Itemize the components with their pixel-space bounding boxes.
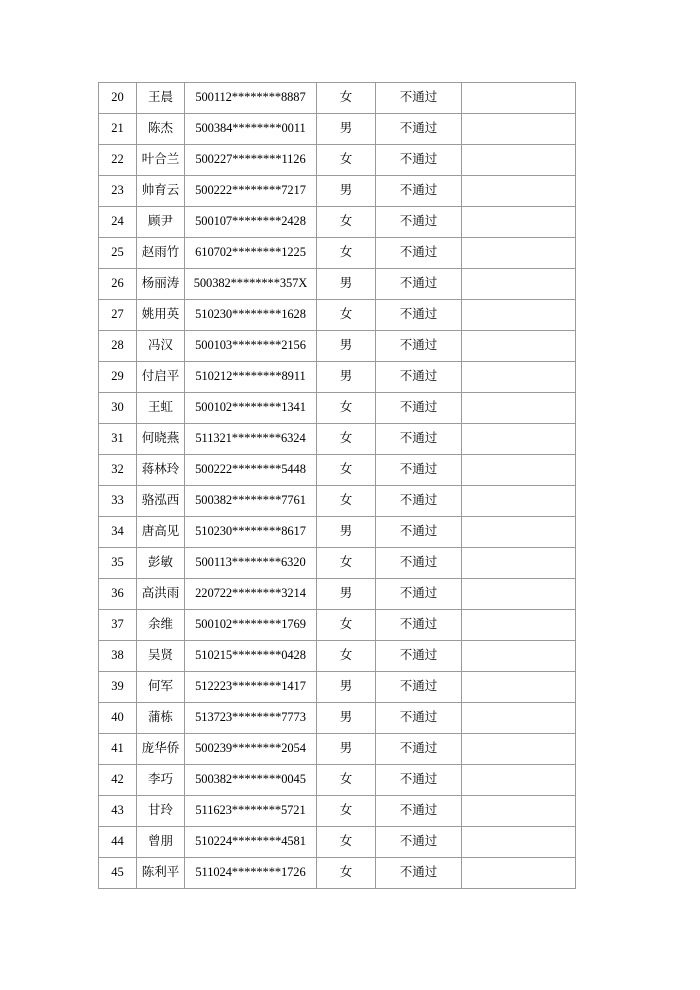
- cell-review-result: 不通过: [376, 765, 462, 796]
- cell-id-card-number: 510230********1628: [185, 300, 317, 331]
- roster-table-container: [98, 82, 575, 889]
- cell-remarks: [462, 486, 576, 517]
- cell-review-result: 不通过: [376, 703, 462, 734]
- cell-id-card-number: 500102********1341: [185, 393, 317, 424]
- cell-gender: 女: [317, 83, 376, 114]
- cell-review-result: 不通过: [376, 114, 462, 145]
- cell-serial-number: 23: [99, 176, 137, 207]
- cell-serial-number: 45: [99, 858, 137, 889]
- cell-id-card-number: 510215********0428: [185, 641, 317, 672]
- table-row: [99, 238, 576, 269]
- cell-serial-number: 29: [99, 362, 137, 393]
- cell-serial-number: 24: [99, 207, 137, 238]
- cell-applicant-name: 赵雨竹: [137, 238, 185, 269]
- table-row: [99, 455, 576, 486]
- cell-id-card-number: 500103********2156: [185, 331, 317, 362]
- cell-id-card-number: 513723********7773: [185, 703, 317, 734]
- cell-review-result: 不通过: [376, 300, 462, 331]
- cell-remarks: [462, 765, 576, 796]
- cell-remarks: [462, 610, 576, 641]
- cell-applicant-name: 帅育云: [137, 176, 185, 207]
- cell-remarks: [462, 579, 576, 610]
- table-row: [99, 424, 576, 455]
- cell-gender: 女: [317, 207, 376, 238]
- cell-id-card-number: 500107********2428: [185, 207, 317, 238]
- cell-id-card-number: 500382********7761: [185, 486, 317, 517]
- cell-id-card-number: 500382********0045: [185, 765, 317, 796]
- cell-review-result: 不通过: [376, 145, 462, 176]
- cell-review-result: 不通过: [376, 424, 462, 455]
- cell-serial-number: 42: [99, 765, 137, 796]
- cell-serial-number: 28: [99, 331, 137, 362]
- table-row: [99, 579, 576, 610]
- table-row: [99, 486, 576, 517]
- cell-gender: 女: [317, 548, 376, 579]
- cell-gender: 男: [317, 269, 376, 300]
- cell-remarks: [462, 331, 576, 362]
- cell-remarks: [462, 207, 576, 238]
- cell-review-result: 不通过: [376, 207, 462, 238]
- cell-id-card-number: 500113********6320: [185, 548, 317, 579]
- cell-review-result: 不通过: [376, 83, 462, 114]
- cell-remarks: [462, 145, 576, 176]
- cell-gender: 男: [317, 114, 376, 145]
- table-row: [99, 176, 576, 207]
- table-row: [99, 672, 576, 703]
- cell-applicant-name: 叶合兰: [137, 145, 185, 176]
- cell-serial-number: 43: [99, 796, 137, 827]
- cell-gender: 男: [317, 362, 376, 393]
- cell-gender: 男: [317, 176, 376, 207]
- cell-review-result: 不通过: [376, 393, 462, 424]
- cell-id-card-number: 500222********7217: [185, 176, 317, 207]
- cell-remarks: [462, 734, 576, 765]
- cell-id-card-number: 500384********0011: [185, 114, 317, 145]
- cell-remarks: [462, 672, 576, 703]
- table-row: [99, 548, 576, 579]
- cell-serial-number: 31: [99, 424, 137, 455]
- cell-gender: 男: [317, 734, 376, 765]
- cell-gender: 男: [317, 672, 376, 703]
- cell-review-result: 不通过: [376, 858, 462, 889]
- cell-review-result: 不通过: [376, 238, 462, 269]
- cell-id-card-number: 510230********8617: [185, 517, 317, 548]
- cell-applicant-name: 庞华侨: [137, 734, 185, 765]
- cell-id-card-number: 220722********3214: [185, 579, 317, 610]
- cell-remarks: [462, 269, 576, 300]
- cell-id-card-number: 510212********8911: [185, 362, 317, 393]
- cell-remarks: [462, 362, 576, 393]
- cell-review-result: 不通过: [376, 672, 462, 703]
- cell-remarks: [462, 238, 576, 269]
- cell-id-card-number: 500227********1126: [185, 145, 317, 176]
- cell-serial-number: 21: [99, 114, 137, 145]
- table-row: [99, 703, 576, 734]
- cell-applicant-name: 蒋林玲: [137, 455, 185, 486]
- cell-remarks: [462, 703, 576, 734]
- cell-remarks: [462, 517, 576, 548]
- cell-review-result: 不通过: [376, 610, 462, 641]
- table-row: [99, 269, 576, 300]
- table-row: [99, 517, 576, 548]
- cell-id-card-number: 500382********357X: [185, 269, 317, 300]
- cell-remarks: [462, 455, 576, 486]
- cell-remarks: [462, 424, 576, 455]
- table-row: [99, 827, 576, 858]
- cell-id-card-number: 500102********1769: [185, 610, 317, 641]
- cell-remarks: [462, 176, 576, 207]
- cell-id-card-number: 500112********8887: [185, 83, 317, 114]
- cell-applicant-name: 付启平: [137, 362, 185, 393]
- cell-review-result: 不通过: [376, 827, 462, 858]
- cell-id-card-number: 511024********1726: [185, 858, 317, 889]
- cell-applicant-name: 吴贤: [137, 641, 185, 672]
- cell-gender: 女: [317, 424, 376, 455]
- cell-remarks: [462, 641, 576, 672]
- cell-id-card-number: 500239********2054: [185, 734, 317, 765]
- cell-gender: 男: [317, 517, 376, 548]
- cell-remarks: [462, 858, 576, 889]
- cell-serial-number: 25: [99, 238, 137, 269]
- table-row: [99, 300, 576, 331]
- cell-id-card-number: 511321********6324: [185, 424, 317, 455]
- cell-id-card-number: 500222********5448: [185, 455, 317, 486]
- cell-serial-number: 27: [99, 300, 137, 331]
- cell-serial-number: 44: [99, 827, 137, 858]
- cell-applicant-name: 何晓燕: [137, 424, 185, 455]
- cell-remarks: [462, 548, 576, 579]
- cell-gender: 女: [317, 393, 376, 424]
- roster-table: [98, 82, 576, 889]
- cell-applicant-name: 李巧: [137, 765, 185, 796]
- cell-applicant-name: 姚用英: [137, 300, 185, 331]
- cell-gender: 女: [317, 765, 376, 796]
- cell-id-card-number: 512223********1417: [185, 672, 317, 703]
- cell-gender: 男: [317, 703, 376, 734]
- cell-review-result: 不通过: [376, 455, 462, 486]
- cell-serial-number: 35: [99, 548, 137, 579]
- table-row: [99, 393, 576, 424]
- table-row: [99, 765, 576, 796]
- cell-remarks: [462, 827, 576, 858]
- cell-applicant-name: 唐高见: [137, 517, 185, 548]
- cell-review-result: 不通过: [376, 269, 462, 300]
- cell-applicant-name: 何军: [137, 672, 185, 703]
- table-row: [99, 796, 576, 827]
- cell-gender: 女: [317, 641, 376, 672]
- table-row: [99, 734, 576, 765]
- cell-review-result: 不通过: [376, 517, 462, 548]
- table-row: [99, 83, 576, 114]
- cell-serial-number: 34: [99, 517, 137, 548]
- cell-serial-number: 39: [99, 672, 137, 703]
- cell-gender: 女: [317, 300, 376, 331]
- cell-review-result: 不通过: [376, 579, 462, 610]
- cell-review-result: 不通过: [376, 331, 462, 362]
- cell-gender: 女: [317, 486, 376, 517]
- cell-serial-number: 36: [99, 579, 137, 610]
- cell-id-card-number: 511623********5721: [185, 796, 317, 827]
- cell-applicant-name: 蒲栋: [137, 703, 185, 734]
- cell-review-result: 不通过: [376, 176, 462, 207]
- cell-serial-number: 20: [99, 83, 137, 114]
- cell-applicant-name: 余维: [137, 610, 185, 641]
- cell-applicant-name: 骆泓西: [137, 486, 185, 517]
- cell-applicant-name: 彭敏: [137, 548, 185, 579]
- cell-gender: 女: [317, 238, 376, 269]
- cell-review-result: 不通过: [376, 362, 462, 393]
- cell-serial-number: 30: [99, 393, 137, 424]
- cell-remarks: [462, 796, 576, 827]
- table-row: [99, 331, 576, 362]
- cell-remarks: [462, 393, 576, 424]
- cell-review-result: 不通过: [376, 641, 462, 672]
- table-row: [99, 362, 576, 393]
- cell-remarks: [462, 114, 576, 145]
- cell-gender: 男: [317, 331, 376, 362]
- table-row: [99, 641, 576, 672]
- cell-applicant-name: 冯汉: [137, 331, 185, 362]
- cell-gender: 女: [317, 858, 376, 889]
- cell-gender: 男: [317, 579, 376, 610]
- cell-serial-number: 40: [99, 703, 137, 734]
- cell-review-result: 不通过: [376, 486, 462, 517]
- cell-serial-number: 38: [99, 641, 137, 672]
- cell-serial-number: 41: [99, 734, 137, 765]
- table-row: [99, 145, 576, 176]
- cell-serial-number: 32: [99, 455, 137, 486]
- cell-review-result: 不通过: [376, 796, 462, 827]
- cell-review-result: 不通过: [376, 734, 462, 765]
- table-row: [99, 858, 576, 889]
- cell-gender: 女: [317, 610, 376, 641]
- cell-serial-number: 22: [99, 145, 137, 176]
- table-row: [99, 207, 576, 238]
- cell-serial-number: 37: [99, 610, 137, 641]
- cell-id-card-number: 510224********4581: [185, 827, 317, 858]
- cell-applicant-name: 曾朋: [137, 827, 185, 858]
- cell-id-card-number: 610702********1225: [185, 238, 317, 269]
- table-row: [99, 610, 576, 641]
- table-row: [99, 114, 576, 145]
- cell-applicant-name: 甘玲: [137, 796, 185, 827]
- cell-applicant-name: 王晨: [137, 83, 185, 114]
- cell-applicant-name: 高洪雨: [137, 579, 185, 610]
- cell-remarks: [462, 300, 576, 331]
- cell-applicant-name: 陈利平: [137, 858, 185, 889]
- cell-applicant-name: 杨丽涛: [137, 269, 185, 300]
- cell-applicant-name: 王虹: [137, 393, 185, 424]
- cell-gender: 女: [317, 827, 376, 858]
- roster-table-body: [99, 83, 576, 889]
- cell-serial-number: 26: [99, 269, 137, 300]
- cell-applicant-name: 陈杰: [137, 114, 185, 145]
- cell-review-result: 不通过: [376, 548, 462, 579]
- cell-gender: 女: [317, 796, 376, 827]
- cell-gender: 女: [317, 145, 376, 176]
- cell-gender: 女: [317, 455, 376, 486]
- cell-serial-number: 33: [99, 486, 137, 517]
- cell-remarks: [462, 83, 576, 114]
- cell-applicant-name: 顾尹: [137, 207, 185, 238]
